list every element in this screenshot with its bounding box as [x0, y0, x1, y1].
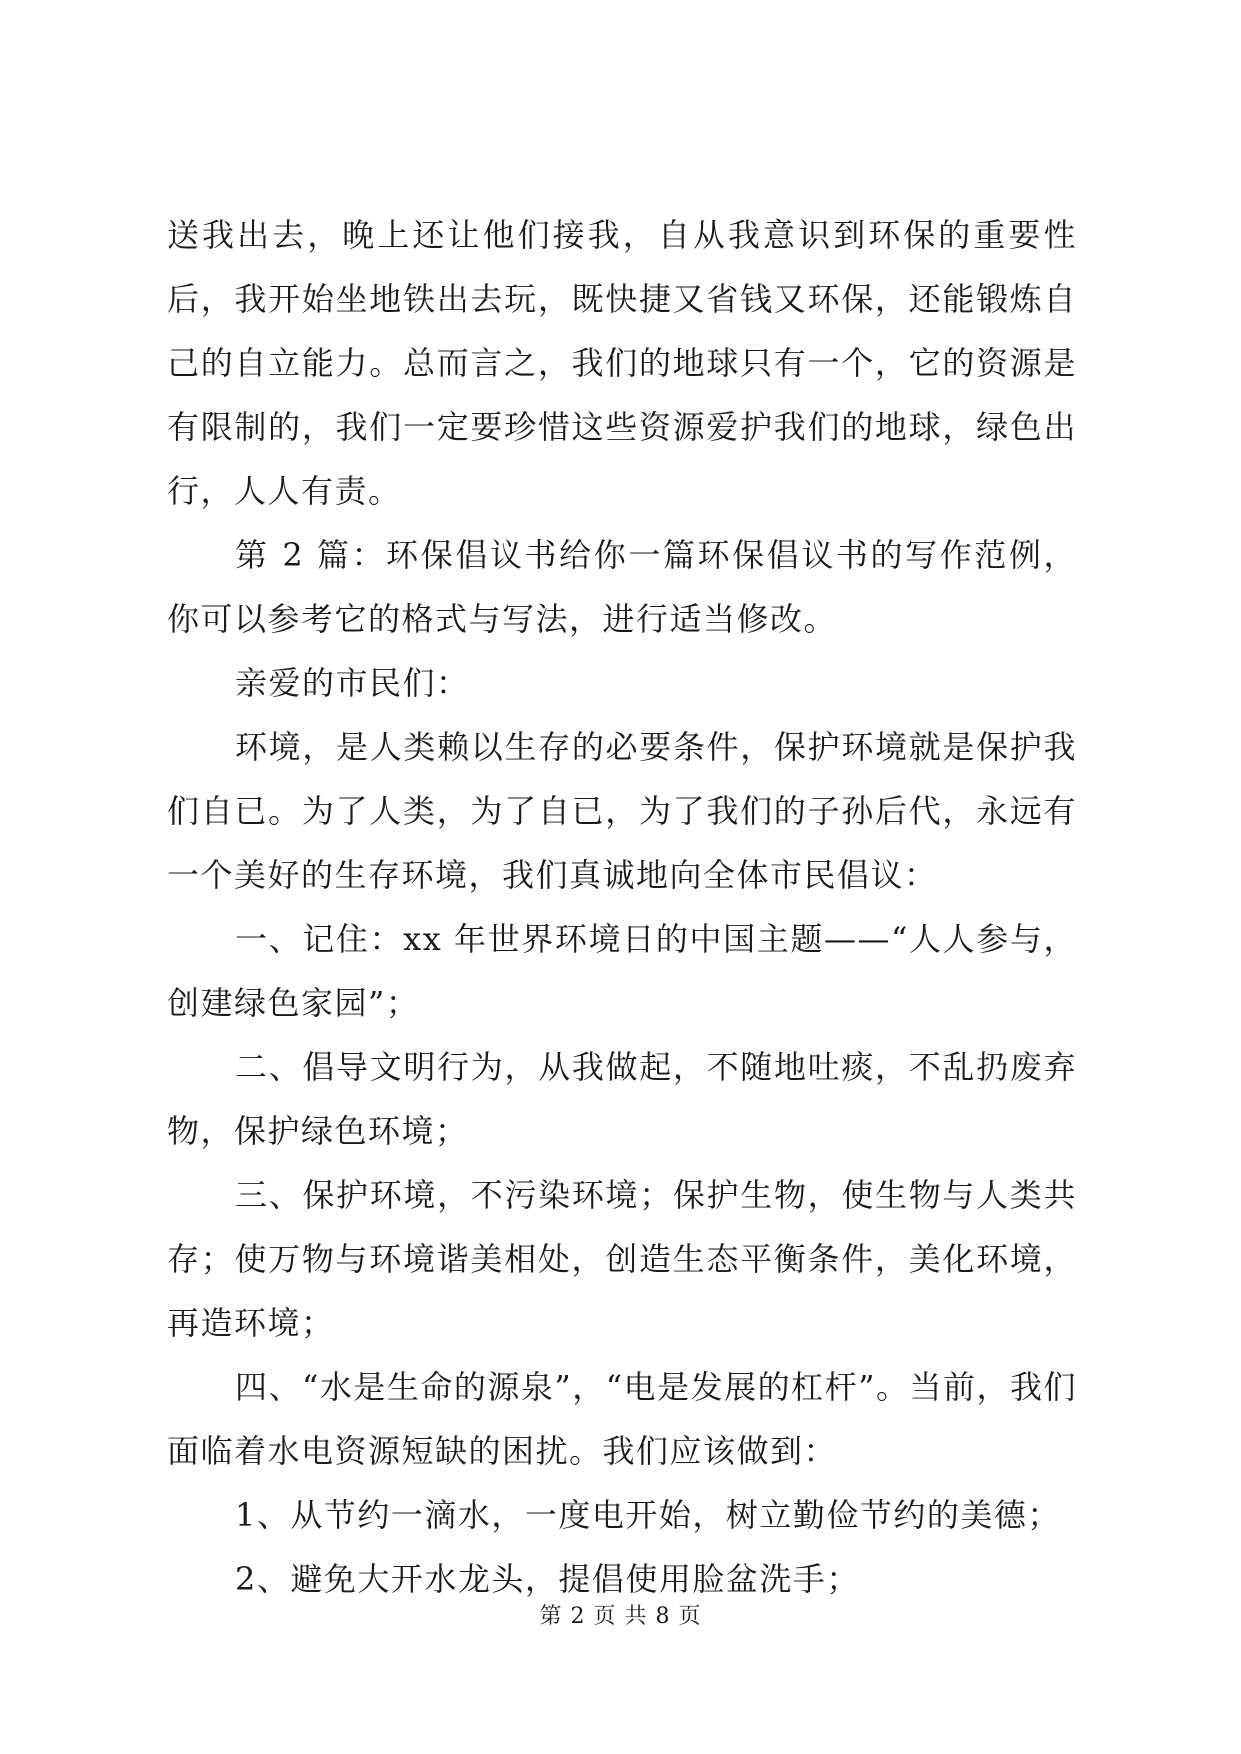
page-number-label: 第 2 页 共 8 页: [539, 1604, 702, 1629]
paragraph-continuation: 送我出去，晚上还让他们接我，自从我意识到环保的重要性后，我开始坐地铁出去玩，既快捷又省钱又环保，还能锻炼自己的自立能力。总而言之，我们的地球只有一个，它的资源是有限制的，我们一定要珍惜这些资源爱护我们的地球，绿色出行，人人有责。: [167, 216, 1077, 510]
paragraph-item-1: 一、记住：xx 年世界环境日的中国主题——“人人参与，创建绿色家园”；: [167, 920, 1077, 1022]
paragraph-item-3: 三、保护环境，不污染环境；保护生物，使生物与人类共存；使万物与环境谐美相处，创造生态平衡条件，美化环境，再造环境；: [167, 1176, 1077, 1342]
paragraph-item-4: 四、“水是生命的源泉”，“电是发展的杠杆”。当前，我们面临着水电资源短缺的困扰。我们应该做到：: [167, 1368, 1077, 1470]
paragraph-subitem-2: 2、避免大开水龙头，提倡使用脸盆洗手；: [235, 1560, 860, 1598]
document-body: [167, 203, 1077, 1611]
paragraph-salutation: 亲爱的市民们：: [235, 664, 470, 702]
paragraph-item-2: 二、倡导文明行为，从我做起，不随地吐痰，不乱扔废弃物，保护绿色环境；: [167, 1048, 1077, 1150]
paragraph-article-2-intro: 第 2 篇：环保倡议书给你一篇环保倡议书的写作范例，你可以参考它的格式与写法，进行适当修改。: [167, 536, 1077, 638]
page-footer: [0, 1602, 1241, 1632]
paragraph-environment-intro: 环境，是人类赖以生存的必要条件，保护环境就是保护我们自已。为了人类，为了自已，为了我们的子孙后代，永远有一个美好的生存环境，我们真诚地向全体市民倡议：: [167, 728, 1077, 894]
paragraph-subitem-1: 1、从节约一滴水，一度电开始，树立勤俭节约的美德；: [235, 1496, 1061, 1534]
